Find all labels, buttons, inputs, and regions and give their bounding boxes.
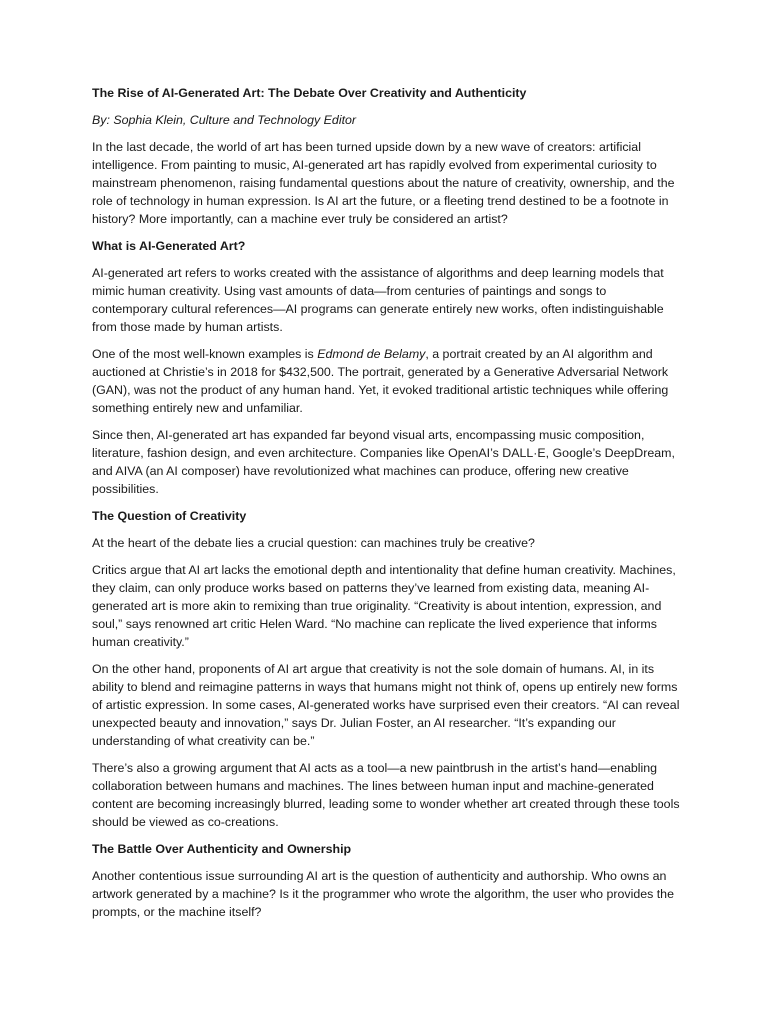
paragraph: At the heart of the debate lies a crucial question: can machines truly be creative? xyxy=(92,536,535,550)
article-byline: By: Sophia Klein, Culture and Technology Editor xyxy=(92,113,357,127)
paragraph: Since then, AI-generated art has expanded far beyond visual arts, encompassing music composition, literature, fashion design, and even architecture. Companies like OpenAI’s DALL·E, Google’s DeepDream, and AIVA (an AI composer) have revolutionized what machines can produce, offering new creative possibilities. xyxy=(92,428,675,496)
section-heading-creativity: The Question of Creativity xyxy=(92,509,247,523)
paragraph xyxy=(92,345,682,417)
article-body xyxy=(92,84,682,930)
intro-paragraph: In the last decade, the world of art has been turned upside down by a new wave of creators: artificial intelligence. From painting to music, AI-generated art has rapidly evolved from experimental curiosity to mainstream phenomenon, raising fundamental questions about the nature of creativity, ownership, and the role of technology in human expression. Is AI art the future, or a fleeting trend destined to be a footnote in history? More importantly, can a machine ever truly be considered an artist? xyxy=(92,140,675,226)
paragraph: Critics argue that AI art lacks the emotional depth and intentionality that define human creativity. Machines, they claim, can only produce works based on patterns they’ve learned from existing data, meaning AI-generated art is more akin to remixing than true originality. “Creativity is about intention, expression, and soul,” says renowned art critic Helen Ward. “No machine can replicate the lived experience that informs human creativity.” xyxy=(92,563,676,649)
section-heading-what-is-ai-art: What is AI-Generated Art? xyxy=(92,239,246,253)
paragraph-text: One of the most well-known examples is xyxy=(92,347,318,361)
artwork-title: Edmond de Belamy xyxy=(317,347,426,361)
paragraph: AI-generated art refers to works created with the assistance of algorithms and deep learning models that mimic human creativity. Using vast amounts of data—from centuries of paintings and songs to contemporary cultural references—AI programs can generate entirely new works, often indistinguishable from those made by human artists. xyxy=(92,266,664,334)
section-heading-authenticity: The Battle Over Authenticity and Ownership xyxy=(92,842,352,856)
paragraph-text: , a portrait created by an AI algorithm and auctioned at Christie’s in 2018 for $432,500. The portrait, generated by a Generative Adversarial Network (GAN), was not the product of any human hand. Yet, it evoked traditional artistic techniques while offering something entirely new and unfamiliar. xyxy=(92,347,669,415)
article-title: The Rise of AI-Generated Art: The Debate Over Creativity and Authenticity xyxy=(92,86,527,100)
paragraph: Another contentious issue surrounding AI art is the question of authenticity and authorship. Who owns an artwork generated by a machine? Is it the programmer who wrote the algorithm, the user who provides the prompts, or the machine itself? xyxy=(92,869,674,919)
paragraph: There’s also a growing argument that AI acts as a tool—a new paintbrush in the artist’s hand—enabling collaboration between humans and machines. The lines between human input and machine-generated content are becoming increasingly blurred, leading some to wonder whether art created through these tools should be viewed as co-creations. xyxy=(92,761,680,829)
paragraph: On the other hand, proponents of AI art argue that creativity is not the sole domain of humans. AI, in its ability to blend and reimagine patterns in ways that humans might not think of, opens up entirely new forms of artistic expression. In some cases, AI-generated works have surprised even their creators. “AI can reveal unexpected beauty and innovation,” says Dr. Julian Foster, an AI researcher. “It’s expanding our understanding of what creativity can be.” xyxy=(92,662,680,748)
